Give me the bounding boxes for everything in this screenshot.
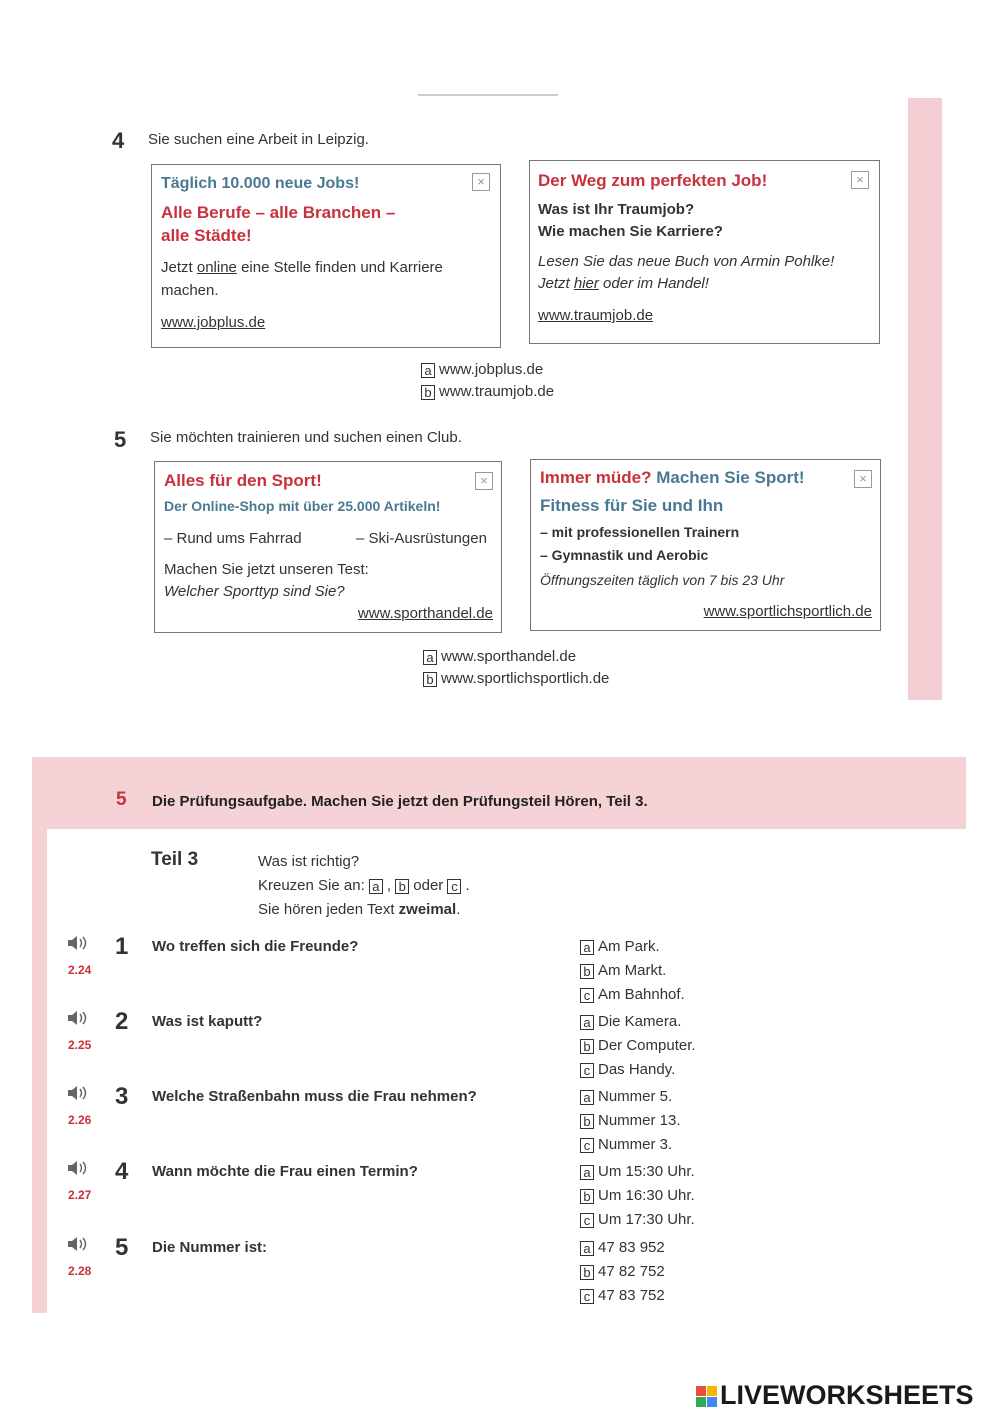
track-number: 2.28 — [68, 1264, 92, 1278]
option-text: Das Handy. — [598, 1061, 676, 1078]
ad-italic-link: hier — [573, 275, 599, 292]
option-text: Nummer 13. — [598, 1112, 681, 1129]
track-number: 2.25 — [68, 1038, 92, 1052]
ad-subtitle: Der Online-Shop mit über 25.000 Artikeln! — [164, 498, 441, 514]
checkbox-b[interactable]: b — [580, 1265, 594, 1280]
checkbox-b[interactable]: b — [580, 1189, 594, 1204]
checkbox-a[interactable]: a — [421, 363, 435, 378]
option-text: Nummer 3. — [598, 1136, 673, 1153]
question-number: 3 — [115, 1083, 129, 1110]
option-text: Der Computer. — [598, 1037, 696, 1054]
ad-body-link: online — [196, 259, 237, 276]
checkbox-c[interactable]: c — [580, 1289, 594, 1304]
option-text: www.traumjob.de — [439, 383, 555, 400]
ad-italic: Lesen Sie das neue Buch von Armin Pohlke! — [538, 253, 835, 270]
ad-title: Der Weg zum perfekten Job! — [538, 171, 768, 190]
option-text: www.sporthandel.de — [441, 648, 577, 665]
track-number: 2.26 — [68, 1113, 92, 1127]
option-text: Die Kamera. — [598, 1013, 682, 1030]
option-c[interactable] — [580, 1059, 675, 1081]
speaker-icon[interactable] — [66, 1160, 88, 1179]
ad-title — [540, 468, 805, 488]
question-number: 5 — [115, 1234, 129, 1261]
ad-body: Machen Sie jetzt unseren Test: — [164, 561, 369, 578]
ad-headline: Alle Berufe – alle Branchen – — [161, 203, 396, 222]
ad-item: – Rund ums Fahrrad — [164, 530, 302, 547]
ad-body-text: Jetzt — [161, 259, 193, 276]
question-text: Wo treffen sich die Freunde? — [152, 938, 359, 955]
checkbox-b[interactable]: b — [423, 672, 437, 687]
question-text: Wann möchte die Frau einen Termin? — [152, 1163, 418, 1180]
checkbox-a[interactable]: a — [580, 1241, 594, 1256]
logo-text: LIVEWORKSHEETS — [720, 1380, 974, 1410]
option-b[interactable] — [580, 1035, 696, 1057]
close-icon: × — [854, 470, 872, 488]
ad-url: www.traumjob.de — [538, 307, 654, 324]
ad-url: www.jobplus.de — [161, 314, 266, 331]
option-text: 47 82 752 — [598, 1263, 665, 1280]
checkbox-c[interactable]: c — [580, 1138, 594, 1153]
option-a[interactable] — [580, 936, 660, 958]
question-number: 4 — [115, 1158, 129, 1185]
ad-url: www.sportlichsportlich.de — [703, 603, 872, 620]
ad-italic — [538, 275, 709, 292]
ad-item: – Gymnastik und Aerobic — [540, 547, 709, 563]
question-prompt: Sie suchen eine Arbeit in Leipzig. — [148, 131, 369, 148]
instruction-text: Kreuzen Sie an: — [258, 877, 365, 894]
option-b[interactable] — [580, 1261, 665, 1283]
option-c[interactable] — [580, 1134, 672, 1156]
ad-traumjob — [529, 160, 880, 344]
question-number: 5 — [114, 427, 127, 452]
option-a[interactable] — [580, 1011, 681, 1033]
ad-url: www.sporthandel.de — [357, 605, 493, 622]
option-text: Um 17:30 Uhr. — [598, 1211, 695, 1228]
option-text: Um 15:30 Uhr. — [598, 1163, 695, 1180]
checkbox-c[interactable]: c — [580, 988, 594, 1003]
ad-title: Täglich 10.000 neue Jobs! — [161, 175, 360, 192]
option-text: 47 83 752 — [598, 1287, 665, 1304]
ad-headline: alle Städte! — [161, 226, 252, 245]
checkbox-a[interactable]: a — [580, 1015, 594, 1030]
ad-sporthandel — [154, 461, 502, 633]
ad-body — [161, 257, 443, 279]
checkbox-b[interactable]: b — [580, 1114, 594, 1129]
speaker-icon[interactable] — [66, 1085, 88, 1104]
option-text: 47 83 952 — [598, 1239, 665, 1256]
option-text: www.sportlichsportlich.de — [441, 670, 610, 687]
checkbox-b[interactable]: b — [580, 1039, 594, 1054]
speaker-icon[interactable] — [66, 1236, 88, 1255]
ad-title-red: Immer müde? — [540, 468, 652, 487]
answer-options — [421, 359, 554, 403]
ad-jobplus — [151, 164, 501, 348]
question-number: 2 — [115, 1008, 129, 1035]
checkbox-a[interactable]: a — [423, 650, 437, 665]
checkbox-a[interactable]: a — [580, 1090, 594, 1105]
option-a[interactable] — [421, 359, 554, 381]
instruction-line — [258, 898, 470, 922]
ad-italic-text: oder im Handel! — [603, 275, 709, 292]
separator: , — [386, 877, 392, 894]
answer-options — [423, 646, 609, 690]
speaker-icon[interactable] — [66, 1010, 88, 1029]
checkbox-c[interactable]: c — [580, 1213, 594, 1228]
ad-italic: Welcher Sporttyp sind Sie? — [164, 583, 345, 600]
option-a[interactable] — [580, 1161, 695, 1183]
option-b[interactable] — [421, 381, 554, 403]
track-number: 2.27 — [68, 1188, 92, 1202]
section-number: 5 — [116, 789, 127, 810]
option-b[interactable] — [580, 960, 666, 982]
box-b-icon: b — [395, 879, 409, 894]
instruction-text: Sie hören jeden Text — [258, 901, 395, 918]
scan-edge-mark — [418, 94, 558, 102]
option-b[interactable] — [580, 1185, 695, 1207]
checkbox-b[interactable]: b — [580, 964, 594, 979]
option-a[interactable] — [580, 1086, 672, 1108]
ad-hours: Öffnungszeiten täglich von 7 bis 23 Uhr — [540, 572, 785, 588]
instruction-text: . — [456, 901, 461, 918]
box-c-icon: c — [447, 879, 461, 894]
box-a-icon: a — [369, 879, 383, 894]
option-b[interactable] — [580, 1110, 681, 1132]
checkbox-a[interactable]: a — [580, 940, 594, 955]
question-number: 1 — [115, 933, 129, 960]
section-instruction: Die Prüfungsaufgabe. Machen Sie jetzt den Prüfungsteil Hören, Teil 3. — [152, 793, 648, 810]
close-icon: × — [851, 171, 869, 189]
option-a[interactable] — [423, 646, 609, 668]
logo-mark-icon — [696, 1386, 718, 1408]
question-prompt: Sie möchten trainieren und suchen einen Club. — [150, 429, 462, 446]
ad-italic-text: Jetzt — [538, 275, 570, 292]
ad-sportlichsportlich — [530, 459, 881, 631]
checkbox-b[interactable]: b — [421, 385, 435, 400]
checkbox-a[interactable]: a — [580, 1165, 594, 1180]
part-title: Teil 3 — [151, 849, 199, 870]
instruction-line: Was ist richtig? — [258, 853, 360, 870]
option-c[interactable] — [580, 1209, 695, 1231]
option-text: Nummer 5. — [598, 1088, 673, 1105]
ad-subtitle: Fitness für Sie und Ihn — [540, 496, 724, 515]
separator: oder — [413, 877, 444, 894]
option-text: Am Markt. — [598, 962, 667, 979]
question-text: Welche Straßenbahn muss die Frau nehmen? — [152, 1088, 477, 1105]
option-c[interactable] — [580, 1285, 665, 1307]
question-text: Was ist kaputt? — [152, 1013, 263, 1030]
option-text: Um 16:30 Uhr. — [598, 1187, 695, 1204]
close-icon: × — [472, 173, 490, 191]
ad-body-text: eine Stelle finden und Karriere — [241, 259, 443, 276]
part-instructions — [258, 850, 470, 922]
ad-item: – Ski-Ausrüstungen — [356, 530, 487, 547]
question-number: 4 — [112, 128, 125, 153]
speaker-icon[interactable] — [66, 935, 88, 954]
option-b[interactable] — [423, 668, 609, 690]
ad-line: Wie machen Sie Karriere? — [538, 223, 723, 240]
instruction-line — [258, 874, 470, 898]
option-text: Am Park. — [598, 938, 660, 955]
option-c[interactable] — [580, 984, 685, 1006]
instruction-emphasis: zweimal — [398, 901, 457, 918]
pink-margin-right — [908, 98, 942, 700]
close-icon: × — [475, 472, 493, 490]
ad-body: machen. — [161, 282, 219, 299]
option-text: Am Bahnhof. — [598, 986, 685, 1003]
pink-margin-left — [32, 829, 47, 1313]
ad-line: Was ist Ihr Traumjob? — [538, 201, 695, 218]
track-number: 2.24 — [68, 963, 92, 977]
question-text: Die Nummer ist: — [152, 1239, 268, 1256]
ad-item: – mit professionellen Trainern — [540, 524, 740, 540]
option-text: www.jobplus.de — [439, 361, 544, 378]
checkbox-c[interactable]: c — [580, 1063, 594, 1078]
liveworksheets-logo — [696, 1380, 974, 1411]
separator: . — [465, 877, 470, 894]
option-a[interactable] — [580, 1237, 665, 1259]
ad-title-blue: Machen Sie Sport! — [656, 468, 805, 487]
ad-title: Alles für den Sport! — [164, 471, 322, 490]
